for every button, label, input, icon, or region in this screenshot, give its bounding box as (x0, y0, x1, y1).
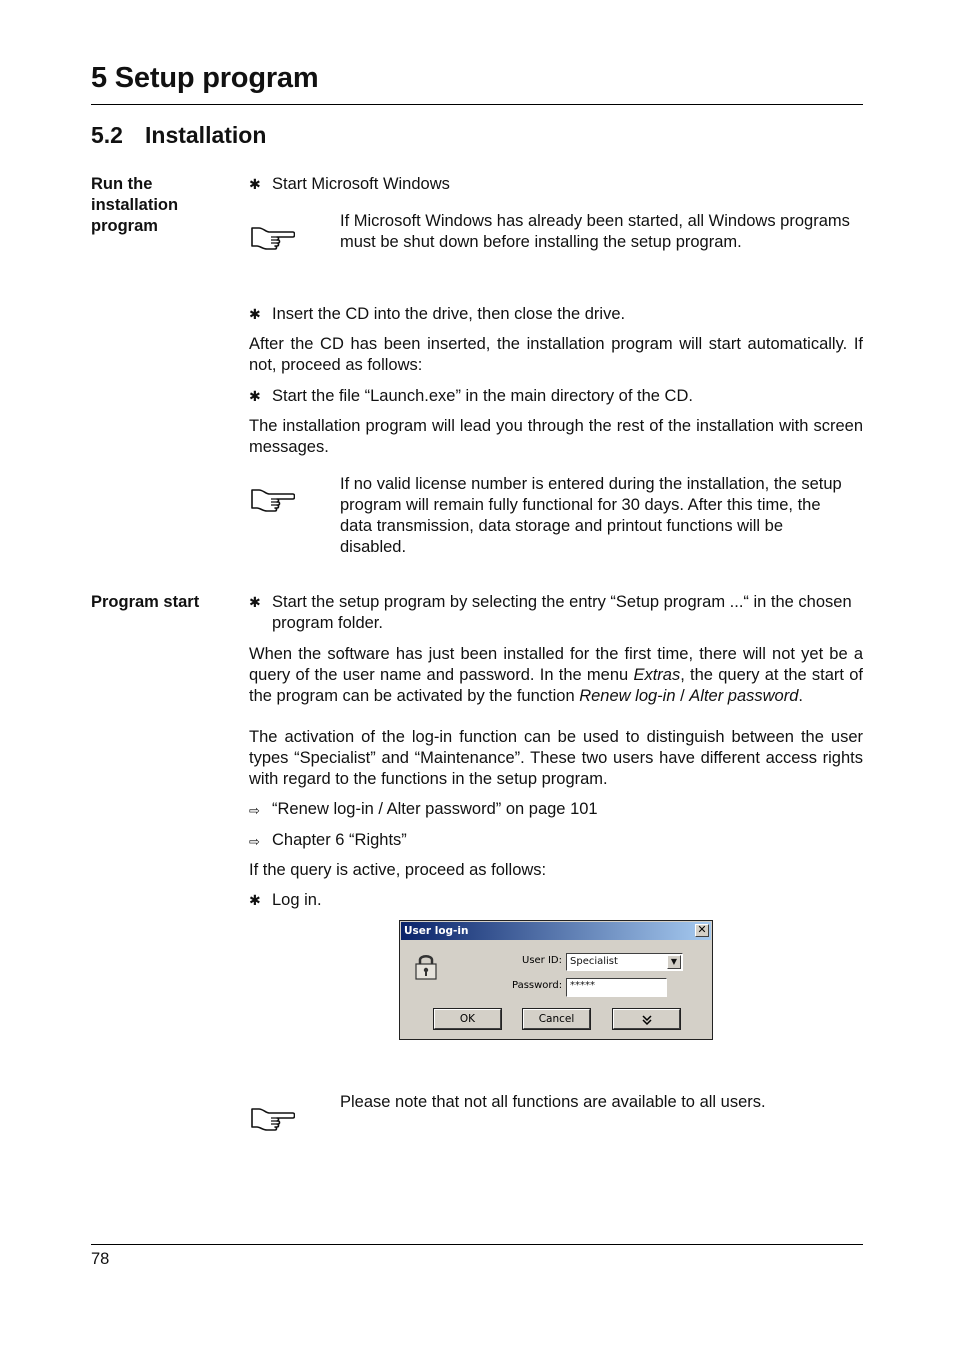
bullet-icon: ✱ (249, 176, 261, 192)
section-heading: Installation (145, 122, 267, 148)
dialog-title-bar (401, 922, 711, 940)
bullet-icon: ✱ (249, 892, 261, 908)
ref-renew-login[interactable]: ⇨ “Renew log-in / Alter password” on page 101 (249, 799, 863, 820)
password-input[interactable]: ***** (566, 978, 667, 997)
step-insert-cd: ✱ Insert the CD into the drive, then close the drive. (249, 305, 626, 323)
para-user-types: The activation of the log-in function can be used to distinguish between the user types “Specialist” and “Maintenance”. These two users have different access rights with regard to the functions in the setup program. (249, 728, 863, 788)
para-screen-messages: The installation program will lead you through the rest of the installation with screen messages. (249, 417, 863, 456)
expand-button[interactable] (613, 1009, 680, 1029)
padlock-icon (414, 951, 438, 981)
footer-rule (91, 1244, 863, 1245)
para-query-active: If the query is active, proceed as follows: (249, 861, 547, 879)
ok-button[interactable]: OK (434, 1009, 501, 1029)
para-autostart: After the CD has been inserted, the installation program will start automatically. If not, proceed as follows: (249, 335, 863, 374)
header-rule (91, 104, 863, 105)
step-start-setup: ✱ Start the setup program by selecting the entry “Setup program ...“ in the chosen program folder. (249, 593, 852, 632)
section-title (91, 122, 266, 149)
para-first-install: When the software has just been installed for the first time, there will not yet be a query of the user name and password. In the menu Extras, the query at the start of the program can be activated by the function Renew log-in / Alter password. (249, 645, 863, 705)
chapter-title: 5 Setup program (91, 62, 319, 94)
step-start-windows: ✱ Start Microsoft Windows (249, 175, 450, 193)
pointing-hand-icon (249, 1103, 295, 1133)
dialog-title: User log-in (404, 925, 469, 937)
step-launch-exe: ✱ Start the file “Launch.exe” in the main directory of the CD. (249, 387, 693, 405)
chevron-down-icon[interactable]: ▼ (667, 955, 681, 969)
pointing-hand-icon (249, 222, 295, 252)
user-login-dialog (399, 920, 713, 1040)
bullet-icon: ✱ (249, 306, 261, 322)
double-chevron-down-icon (641, 1014, 653, 1026)
note-windows: If Microsoft Windows has already been started, all Windows programs must be shut down before installing the setup program. (340, 212, 850, 251)
bullet-icon: ✱ (249, 388, 261, 404)
note-functions: Please note that not all functions are available to all users. (340, 1093, 766, 1111)
password-label: Password: (512, 980, 563, 991)
user-id-select[interactable]: Specialist ▼ (566, 953, 683, 971)
page-number: 78 (91, 1250, 110, 1268)
side-label-run: Run the installation program (91, 175, 179, 235)
step-log-in: ✱ Log in. (249, 891, 322, 909)
user-id-label: User ID: (522, 955, 562, 966)
bullet-icon: ✱ (249, 594, 261, 610)
side-label-program-start: Program start (91, 593, 200, 611)
ref-chapter-rights[interactable]: ⇨ Chapter 6 “Rights” (249, 830, 863, 851)
note-license: If no valid license number is entered during the installation, the setup program will remain fully functional for 30 days. After this time, the data transmission, data storage and printout functions will be disabled. (340, 475, 842, 556)
arrow-right-icon: ⇨ (249, 803, 260, 818)
cancel-button[interactable]: Cancel (523, 1009, 590, 1029)
arrow-right-icon: ⇨ (249, 834, 260, 849)
section-number: 5.2 (91, 122, 123, 148)
pointing-hand-icon (249, 484, 295, 514)
close-icon[interactable]: ✕ (695, 924, 709, 937)
